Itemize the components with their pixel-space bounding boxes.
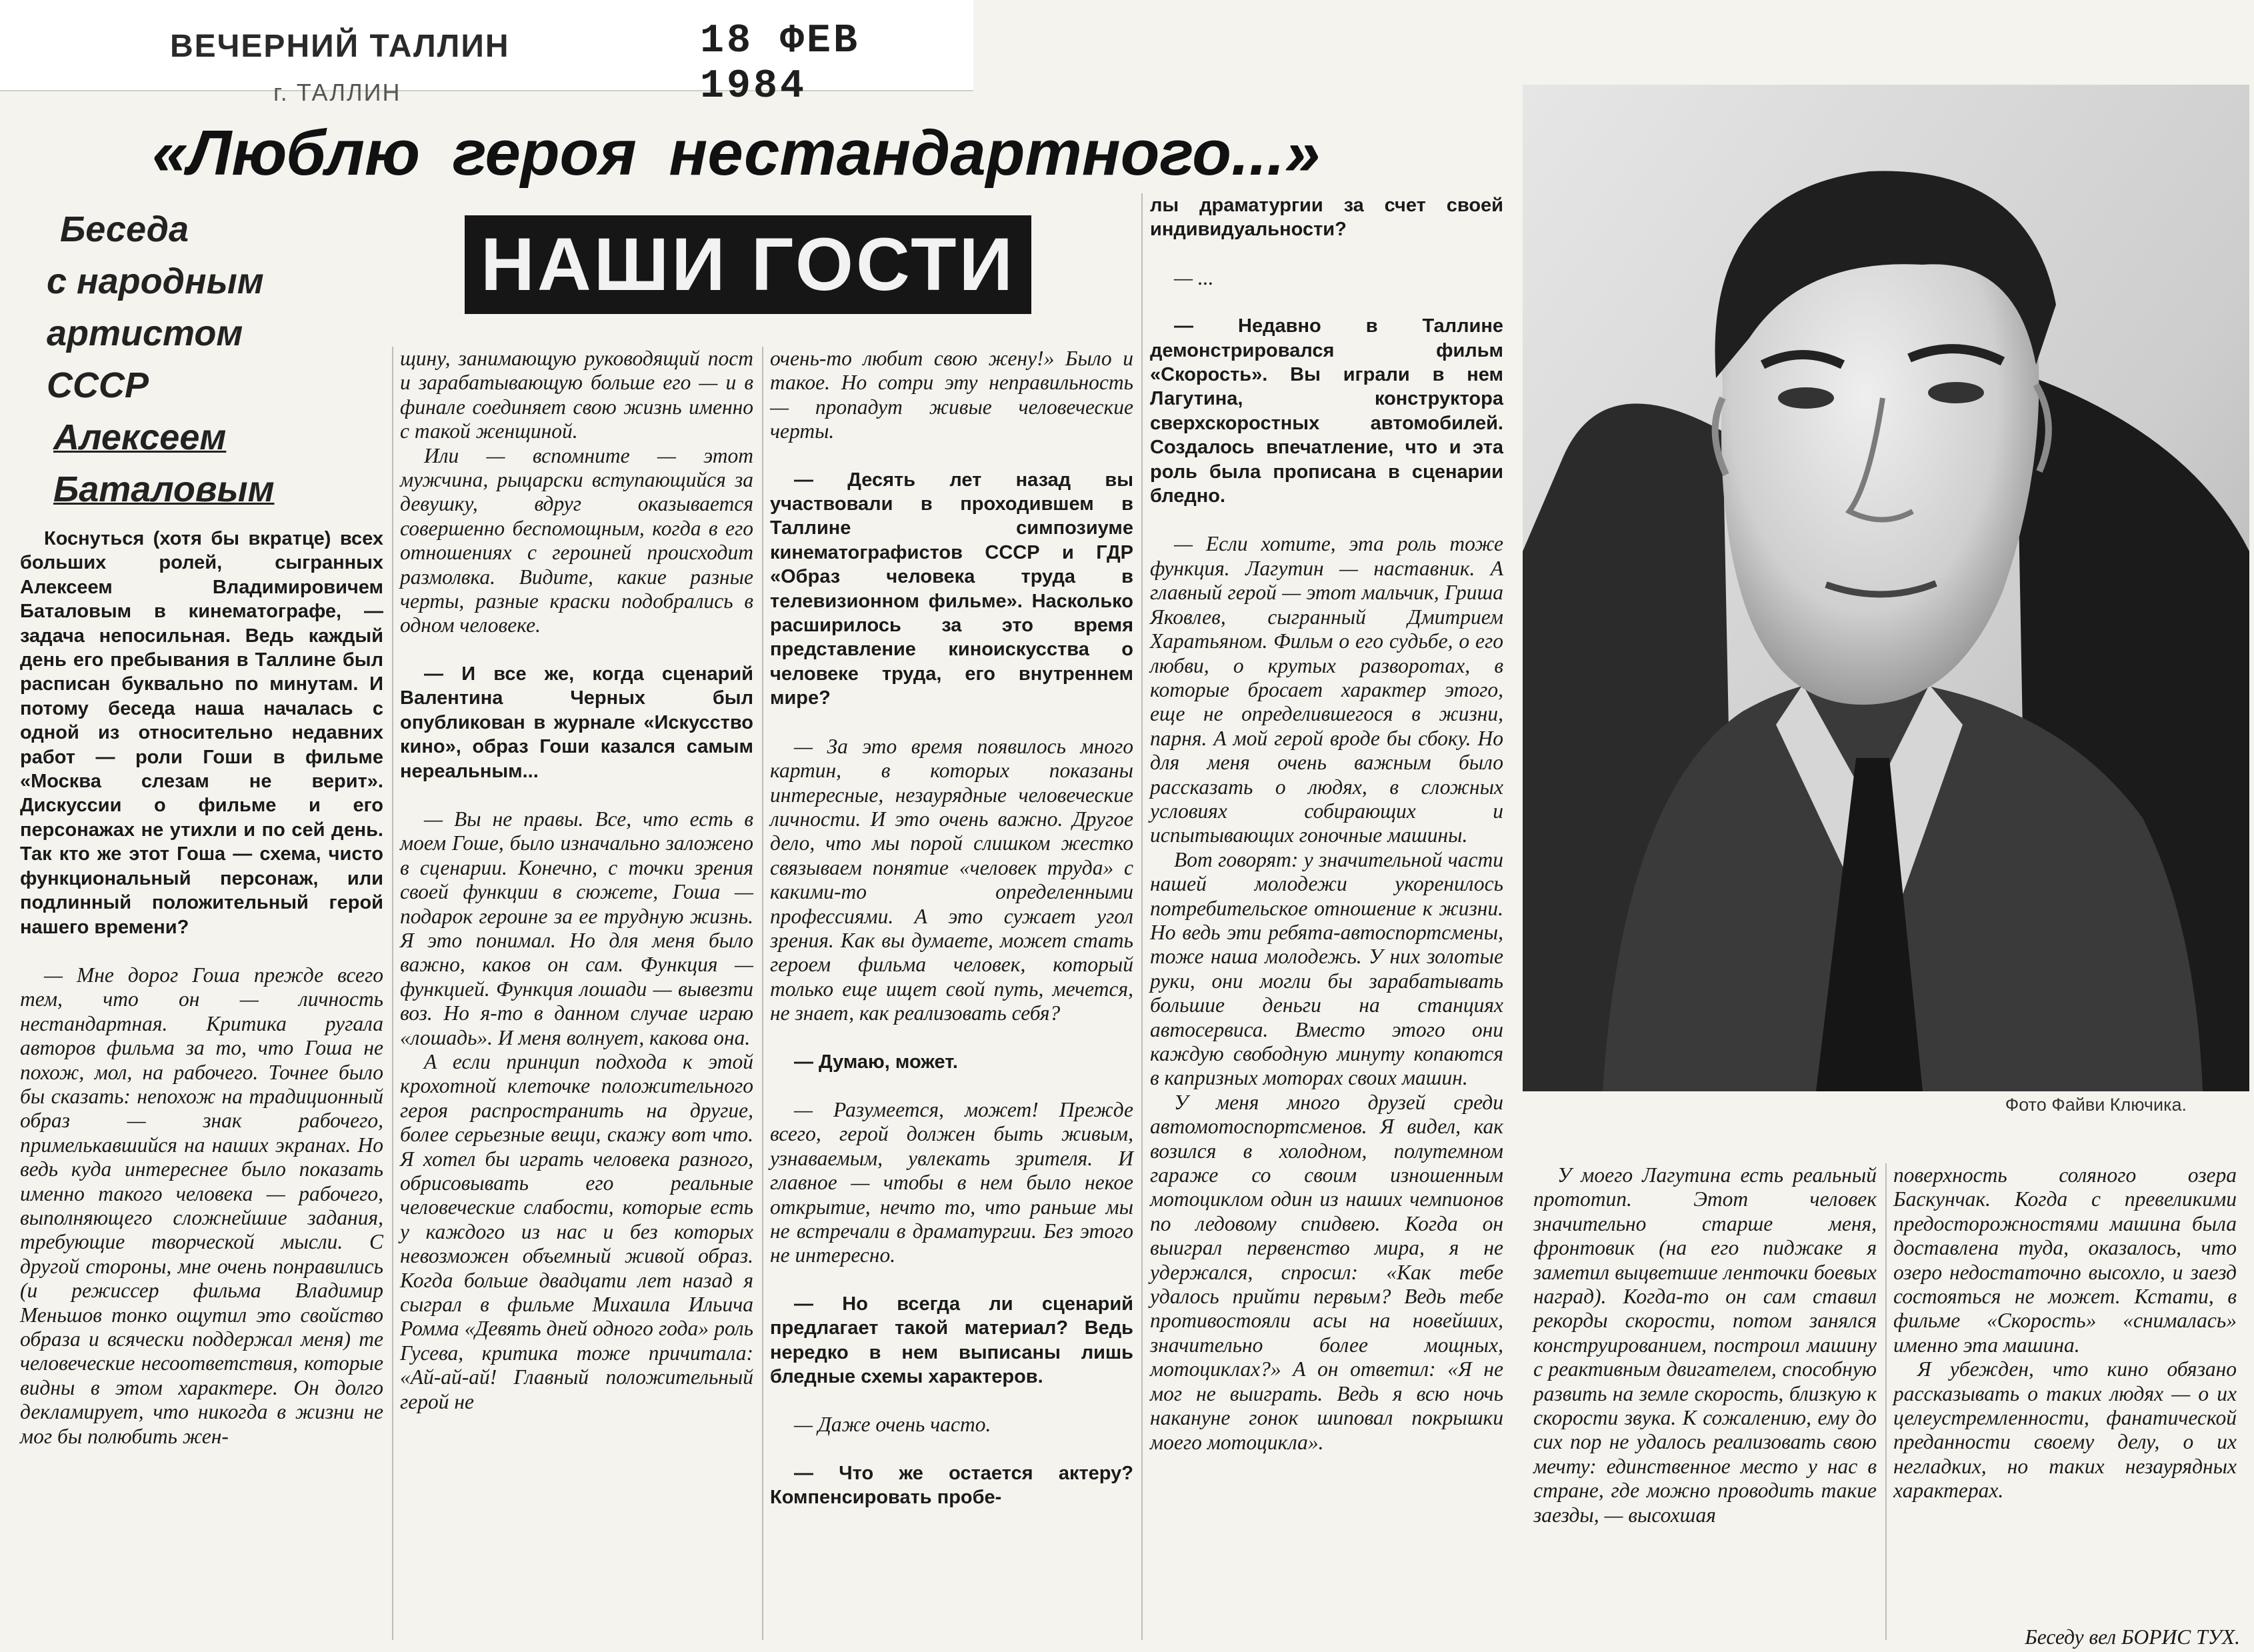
article-paragraph: У моего Лагутина есть реальный прототип. Этот человек значительно старше меня, фронтовик (на его пиджаке я заметил выцветшие ленточки боевых наград). Когда-то он сам ставил рекорды скорости, потом занялся конструированием, построил машину с реактивным двигателем, способную развить на земле скорость, близкую к скорости звука. К сожалению, ему до сих пор не удалось реализовать свою мечту: единственное место у нас в стране, где можно проводить такие заезды, — высохшая (1533, 1163, 1877, 1527)
article-paragraph: — ... (1174, 265, 1214, 289)
subheadline-line: Баталовым (53, 469, 275, 509)
city-stamp: г. ТАЛЛИН (273, 79, 401, 106)
article-column-4 (1150, 193, 1503, 1455)
article-column-6 (1893, 1163, 2237, 1503)
article-paragraph: — Если хотите, эта роль тоже функция. Лагутин — наставник. А главный герой — этот мальчик, Гриша Яковлев, сыгранный Дмитрием Харатьяном. Фильм о его судьбе, о его любви, о крутых разворотах, в которые бросает характер этого, еще не определившегося в жизни, парня. А мой герой вроде бы сбоку. Но для меня очень важным было рассказать о людях, в сложных условиях собирающих и испытывающих гоночные машины. (1150, 532, 1503, 847)
article-column-3 (770, 347, 1133, 1510)
column-rule (1141, 193, 1143, 1640)
headline: «Люблю героя нестандартного...» (152, 117, 1321, 189)
article-paragraph: — Даже очень часто. (794, 1413, 991, 1437)
rubric-banner: НАШИ ГОСТИ (465, 215, 1031, 314)
article-paragraph: — Думаю, может. (794, 1051, 958, 1073)
article-paragraph: — Но всегда ли сценарий предлагает такой материал? Ведь нередко в нем выписаны лишь бледные схемы характеров. (770, 1293, 1133, 1388)
article-paragraph: У меня много друзей среди автомотоспортсменов. Я видел, как возился в холодном, полутемном гараже со своим изношенным мотоциклом один из наших чемпионов по ледовому спидвею. Когда он выиграл первенство мира, я не удержался, спросил: «Как тебе удалось прийти первым? Ведь тебе противостояли асы на новейших, значительно более мощных, мотоциклах?» А он ответил: «Я не мог не выиграть. Ведь я всю ночь накануне гонок шиповал покрышки моего мотоцикла». (1150, 1090, 1503, 1454)
article-paragraph: очень-то любит свою жену!» Было и такое. Но сотри эту неправильность — пропадут живые человеческие черты. (770, 347, 1133, 443)
article-paragraph: — Что же остается актеру? Компенсировать пробе- (770, 1462, 1133, 1509)
article-paragraph: — И все же, когда сценарий Валентина Черных был опубликован в журнале «Искусство кино», образ Гоши казался самым нереальным... (400, 663, 753, 782)
byline-signature: Беседу вел БОРИС ТУХ. (2025, 1625, 2240, 1649)
photo-credit: Фото Файви Ключика. (2005, 1095, 2187, 1115)
article-paragraph: — Мне дорог Гоша прежде всего тем, что он — личность нестандартная. Критика ругала авторов фильма за то, что Гоша не похож, мол, на рабочего. Точнее было бы сказать: непохож на традиционный образ — знак рабочего, примелькавшийся на наших экранах. Но ведь куда интереснее было показать именно такого человека — рабочего, выполняющего сложнейшие задания, требующие творческой мысли. С другой стороны, мне очень понравились (и режиссер фильма Владимир Меньшов тонко ощутил это свойство образа и всячески поддержал меня) те человеческие несоответствия, которые видны в этом характере. Он долго декламирует, что никогда в жизни не мог бы полюбить жен- (20, 963, 383, 1448)
subheadline-line: артистом (47, 313, 243, 353)
subheadline-line: Алексеем (53, 417, 227, 457)
newspaper-name: ВЕЧЕРНИЙ ТАЛЛИН (170, 29, 510, 64)
column-rule (392, 347, 393, 1640)
article-paragraph: — Вы не правы. Все, что есть в моем Гоше, было изначально заложено в сценарии. Конечно, с точки зрения своей функции в сюжете, Гоша — подарок героине за ее трудную жизнь. Я это понимал. Но для меня было важно, каков он сам. Функция — функцией. Функция лошади — вывезти воз. Но я-то в данном случае играю «лошадь». И меня волнует, какова она. (400, 807, 753, 1049)
portrait-illustration (1523, 85, 2249, 1091)
subheadline-line: с народным (47, 261, 264, 301)
article-paragraph: поверхность соляного озера Баскунчак. Когда с превеликими предосторожностями машина была доставлена туда, оказалось, что озеро недостаточно высохло, и заезд состояться не может. Кстати, в фильме «Скорость» «снималась» именно эта машина. (1893, 1163, 2237, 1357)
article-paragraph: — Разумеется, может! Прежде всего, герой должен быть живым, узнаваемым, увлекать зрителя. И главное — чтобы в нем было некое открытие, нечто то, что раньше мы не встречали в драматургии. Без этого не интересно. (770, 1097, 1133, 1267)
column-rule (762, 347, 763, 1640)
article-paragraph: Вот говорят: у значительной части нашей молодежи укоренилось потребительское отношение к жизни. Но ведь эти ребята-автоспортсмены, тоже наша молодежь. У них золотые руки, они могли бы зарабатывать большие деньги на станциях автосервиса. Вместо этого они каждую свободную минуту копаются в капризных моторах своих машин. (1150, 847, 1503, 1090)
article-paragraph: Я убежден, что кино обязано рассказывать о таких людях — о их целеустремленности, фанатической преданности своему делу, о их негладких, но таких незаурядных характерах. (1893, 1357, 2237, 1503)
subheadline-line: Беседа (60, 209, 189, 249)
article-paragraph: щину, занимающую руководящий пост и зарабатывающую больше его — и в финале соединяет свою жизнь именно с такой женщиной. (400, 347, 753, 443)
subheadline (47, 203, 327, 515)
article-paragraph: — За это время появилось много картин, в которых показаны интересные, незаурядные человеческие личности. И это очень важно. Другое дело, что мы порой слишком жестко связываем понятие «человек труда» с какими-то определенными профессиями. А это сужает угол зрения. Как вы думаете, может стать героем фильма человек, который только еще ищет свой путь, мечется, не знает, как реализовать себя? (770, 734, 1133, 1025)
subheadline-line: СССР (47, 365, 149, 405)
masthead-strip (0, 0, 973, 109)
article-paragraph: — Десять лет назад вы участвовали в проходившем в Таллине симпозиуме кинематографистов СССР и ГДР «Образ человека труда в телевизионном фильме». Насколько расширилось за это время представление киноискусства о человеке труда, его внутреннем мире? (770, 469, 1133, 709)
article-paragraph: Коснуться (хотя бы вкратце) всех больших ролей, сыгранных Алексеем Владимировичем Баталовым в кинематографе, — задача непосильная. Ведь каждый день его пребывания в Таллине был расписан буквально по минутам. И потому беседа наша началась с одной из относительно недавних работ — роли Гоши в фильме «Москва слезам не верит». Дискуссии о фильме и его персонажах не утихли и по сей день. Так кто же этот Гоша — схема, чисто функциональный персонаж, или подлинный положительный герой нашего времени? (20, 528, 383, 938)
article-paragraph: А если принцип подхода к этой крохотной клеточке положительного героя распространить на другие, более серьезные вещи, скажу вот что. Я хотел бы играть человека разного, обрисовывать его реальные человеческие слабости, которые есть у каждого из нас и без которых невозможен объемный живой образ. Когда больше двадцати лет назад я сыграл в фильме Михаила Ильича Ромма «Девять дней одного года» роль Гусева, критика тоже причитала: «Ай-ай-ай! Главный положительный герой не (400, 1049, 753, 1413)
portrait-photo (1523, 85, 2249, 1091)
article-paragraph: Или — вспомните — этот мужчина, рыцарски вступающийся за девушку, вдруг оказывается совершенно беспомощным, когда в его отношениях с героиней происходит размолвка. Видите, какие разные черты, разные краски подобрались в одном человеке. (400, 443, 753, 637)
article-column-2 (400, 347, 753, 1414)
article-paragraph: лы драматургии за счет своей индивидуальности? (1150, 195, 1503, 241)
article-column-5 (1533, 1163, 1877, 1527)
article-column-1 (20, 527, 383, 1449)
date-stamp: 18 ФЕВ 1984 (700, 19, 861, 109)
article-paragraph: — Недавно в Таллине демонстрировался фильм «Скорость». Вы играли в нем Лагутина, конструктора сверхскоростных автомобилей. Создалось впечатление, что и эта роль была прописана в сценарии бледно. (1150, 315, 1503, 507)
column-rule (1885, 1163, 1887, 1640)
